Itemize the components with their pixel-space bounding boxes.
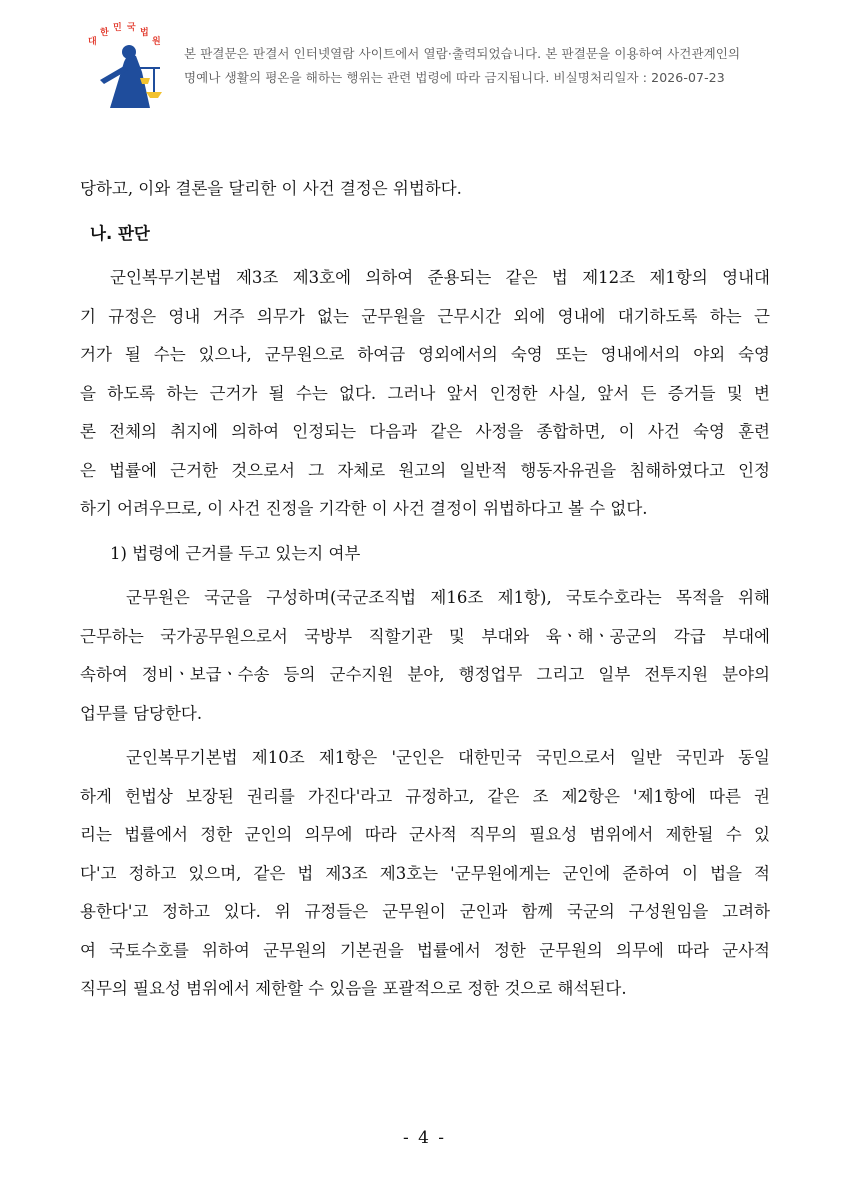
body-line: 여 국토수호를 위하여 군무원의 기본권을 법률에서 정한 군무원의 의무에 따라 군사적 (80, 940, 770, 960)
notice-line-2: 명예나 생활의 평온을 해하는 행위는 관련 법령에 따라 금지됩니다. 비실명처리일자 : 2026-07-23 (184, 70, 725, 85)
page-number: - 4 - (402, 1128, 447, 1148)
notice-text (184, 42, 844, 90)
body-line: 군인복무기본법 제3조 제3호에 의하여 준용되는 같은 법 제12조 제1항의 영내대 (110, 268, 770, 287)
body-line: 군무원은 국군을 구성하며(국군조직법 제16조 제1항), 국토수호라는 목적을 위해 (126, 588, 770, 607)
body-line: 당하고, 이와 결론을 달리한 이 사건 결정은 위법하다. (80, 179, 462, 198)
subsection-heading: 1) 법령에 근거를 두고 있는지 여부 (110, 543, 361, 563)
court-logo (80, 22, 175, 112)
body-line: 하기 어려우므로, 이 사건 진정을 기각한 이 사건 결정이 위법하다고 볼 수 없다. (80, 499, 648, 518)
body-line: 기 규정은 영내 거주 의무가 없는 군무원을 근무시간 외에 영내에 대기하도록 하는 근 (80, 306, 770, 326)
body-line: 용한다'고 정하고 있다. 위 규정들은 군무원이 군인과 함께 국군의 구성원임을 고려하 (80, 902, 770, 921)
notice-line-1: 본 판결문은 판결서 인터넷열람 사이트에서 열람·출력되었습니다. 본 판결문을 이용하여 사건관계인의 (184, 46, 741, 61)
svg-text:민: 민 (113, 23, 122, 33)
body-line: 군인복무기본법 제10조 제1항은 '군인은 대한민국 국민으로서 일반 국민과 동일 (126, 748, 770, 767)
body-line: 근무하는 국가공무원으로서 국방부 직할기관 및 부대와 육ㆍ해ㆍ공군의 각급 부대에 (80, 626, 770, 646)
body-line: 거가 될 수는 있으나, 군무원으로 하여금 영외에서의 숙영 또는 영내에서의 야외 숙영 (80, 345, 770, 364)
body-line: 업무를 담당한다. (80, 703, 203, 723)
body-line: 속하여 정비ㆍ보급ㆍ수송 등의 군수지원 분야, 행정업무 그리고 일부 전투지원 분야의 (80, 665, 770, 684)
page-header (80, 22, 840, 112)
body-line: 하게 헌법상 보장된 권리를 가진다'라고 규정하고, 같은 조 제2항은 '제1항에 따른 권 (80, 786, 770, 806)
svg-text:국: 국 (127, 23, 136, 33)
body-line: 직무의 필요성 범위에서 제한할 수 있음을 포괄적으로 정한 것으로 해석된다. (80, 979, 627, 998)
body-line: 은 법률에 근거한 것으로서 그 자체로 원고의 일반적 행동자유권을 침해하였다고 인정 (80, 460, 770, 480)
svg-text:대: 대 (88, 37, 97, 47)
body-line: 리는 법률에서 정한 군인의 의무에 따라 군사적 직무의 필요성 범위에서 제한될 수 있 (80, 825, 770, 844)
svg-text:한: 한 (100, 28, 109, 38)
section-heading: 나. 판단 (90, 223, 150, 243)
body-line: 론 전체의 취지에 의하여 인정되는 다음과 같은 사정을 종합하면, 이 사건 숙영 훈련 (80, 422, 770, 441)
svg-text:원: 원 (152, 37, 161, 47)
document-body (80, 170, 770, 1009)
svg-text:법: 법 (140, 28, 149, 38)
body-line: 다'고 정하고 있으며, 같은 법 제3조 제3호는 '군무원에게는 군인에 준하여 이 법을 적 (80, 863, 770, 883)
body-line: 을 하도록 하는 근거가 될 수는 없다. 그러나 앞서 인정한 사실, 앞서 든 증거들 및 변 (80, 383, 770, 403)
